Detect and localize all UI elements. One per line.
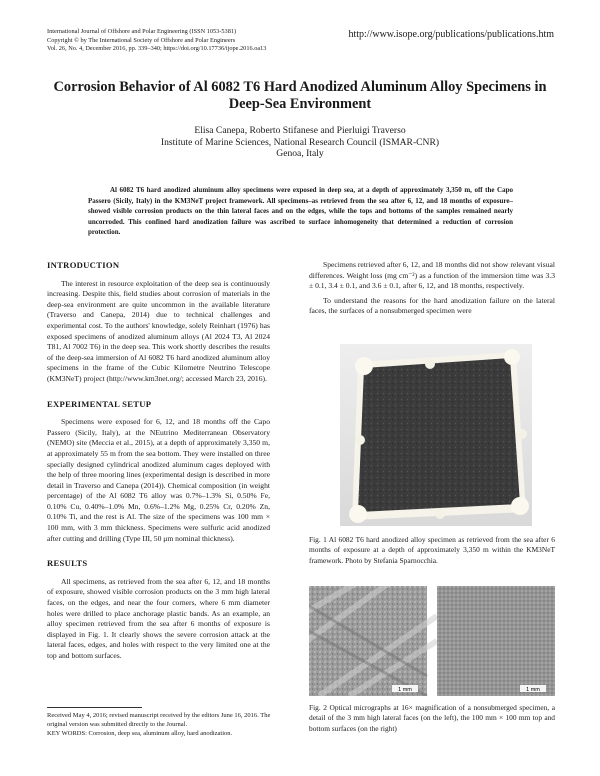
author-affiliation: Institute of Marine Sciences, National Research Council (ISMAR-CNR) [160, 136, 440, 148]
corner-hole-corrosion [511, 497, 529, 515]
corner-hole-corrosion [349, 505, 367, 523]
journal-volume: Vol. 26, No. 4, December 2016, pp. 339–340; https://doi.org/10.17736/ijope.2016.oa13 [47, 45, 267, 53]
corner-hole-corrosion [355, 357, 373, 375]
section-heading-introduction: INTRODUCTION [47, 260, 120, 270]
footnote [47, 711, 287, 738]
results-text: All specimens, as retrieved from the sea after 6, 12, and 18 months of exposure, showed visible corrosion products on the 3 mm high lateral faces, on the edges, and near the four corners, where 6 mm diameter holes were drilled to place anchorage plastic bands. As an example, an alloy specimen retrieved from the sea after 6 months of exposure is displayed in Fig. 1. It clearly shows the severe corrosion attack at the lateral faces, edges, and holes with respect to the very limited one at the top and bottom surfaces. [47, 576, 270, 660]
journal-info [47, 28, 347, 54]
experimental-text: Specimens were exposed for 6, 12, and 18 months off the Capo Passero (Sicily, Italy), at the NEutrino Mediterranean Observatory (NEMO) site (Meccia et al., 2015), at a depth of approximately 3,350 m, at approximately 55 m from the sea bottom. They were installed on three specially designed cylindrical anodized aluminum cages deployed with the help of three mooring lines (experimental design is described in more detail in Traverso and Canepa (2014)). Chemical composition (in weight percentage) of the Al 6082 T6 alloy was 0.7%–1.3% Si, 0.50% Fe, 0.10% Cu, 0.40%–1.0% Mn, 0.6%–1.2% Mg, 0.25% Cr, 0.20% Zn, 0.10% Ti, and the rest is Al. The size of the specimens was 100 mm × 100 mm, with 3 mm thickness. Specimens were sulfuric acid anodized after cutting and drilling (Type III, 50 μm nominal thickness). [47, 417, 270, 543]
author-names: Elisa Canepa, Roberto Stifanese and Pierluigi Traverso [194, 125, 406, 136]
figure-2-micrographs [309, 586, 555, 696]
abstract: Al 6082 T6 hard anodized aluminum alloy specimens were exposed in deep sea, at a depth of approximately 3,350 m, off the Capo Passero (Sicily, Italy) in the KM3NeT project framework. All specimens–as retrieved from the sea after 6, 12, and 18 months of exposure–showed visible corrosion products on the thin lateral faces and on the edges, while the tops and bottoms of the samples remained nearly uncorroded. This confined hard anodization failure was ascribed to surface inhomogeneity that determined a reduction of corrosion protection. [88, 186, 513, 236]
introduction-text: The interest in resource exploitation of the deep sea is continuously increasing. Despite this, field studies about corrosion of materials in the deep-sea environment are quite uncommon in the available literature (Traverso and Canepa, 2014) due to technical challenges and experimental cost. To the authors' knowledge, solely Reinhart (1976) has exposed specimens of anodized aluminum alloys (Al 2024 T3, Al 2024 T81, Al 7002 T6) in the deep sea. This work shortly describes the results of the deep-sea immersion of Al 6082 T6 hard anodized aluminum alloy specimens in the frame of the Cubic Kilometre Neutrino Telescope (KM3NeT) project (http://www.km3net.org/; accessed March 23, 2016). [47, 278, 270, 383]
anodized-plate-surface [358, 358, 520, 512]
right-column-text [309, 260, 555, 321]
micrograph-lateral-face [309, 586, 437, 696]
figure-2-caption: Fig. 2 Optical micrographs at 16× magnification of a nonsubmerged specimen, a detail of the 3 mm high lateral faces (on the left), the 100 mm × 100 mm top and bottom surfaces (on the right) [309, 703, 555, 733]
author-block [40, 125, 560, 160]
scale-bar-right: 1 mm [526, 687, 540, 693]
received-dates: Received May 4, 2016; revised manuscript received by the editors June 16, 2016. The original version was submitted directly to the Journal. [47, 712, 271, 728]
left-column [47, 260, 270, 666]
section-heading-experimental: EXPERIMENTAL SETUP [47, 398, 152, 409]
paper-title: Corrosion Behavior of Al 6082 T6 Hard Anodized Aluminum Alloy Specimens in Deep-Sea Environment [53, 79, 547, 112]
journal-copyright: Copyright © by The International Society of Offshore and Polar Engineers [47, 36, 236, 44]
scale-bar-left: 1 mm [398, 687, 412, 693]
keywords: KEY WORDS: Corrosion, deep sea, aluminum alloy, hard anodization. [47, 730, 233, 737]
author-location: Genoa, Italy [276, 148, 324, 160]
corner-hole-corrosion [504, 349, 520, 365]
journal-url[interactable]: http://www.isope.org/publications/publications.htm [348, 29, 554, 40]
results-text-continued: Specimens retrieved after 6, 12, and 18 months did not show relevant visual differences. Weight loss (mg cm⁻²) as a function of the immersion time was 3.3 ± 0.1, 3.4 ± 0.1, and 3.6 ± 0.1, after 6, 12, and 18 months, respectively. [309, 260, 555, 291]
journal-name: International Journal of Offshore and Polar Engineering (ISSN 1053-5381) [47, 28, 237, 35]
results-text-understand: To understand the reasons for the hard anodization failure on the lateral faces, the surfaces of a nonsubmerged specimen were [309, 295, 555, 316]
footnote-rule [47, 707, 142, 708]
section-heading-results: RESULTS [47, 558, 88, 569]
micrograph-top-surface [437, 586, 555, 696]
figure-1-caption: Fig. 1 Al 6082 T6 hard anodized alloy specimen as retrieved from the sea after 6 months of exposure at a depth of approximately 3,350 m within the KM3NeT framework. Photo by Stefania Sparnocchia. [309, 535, 555, 565]
figure-1-specimen-photo [340, 344, 532, 526]
